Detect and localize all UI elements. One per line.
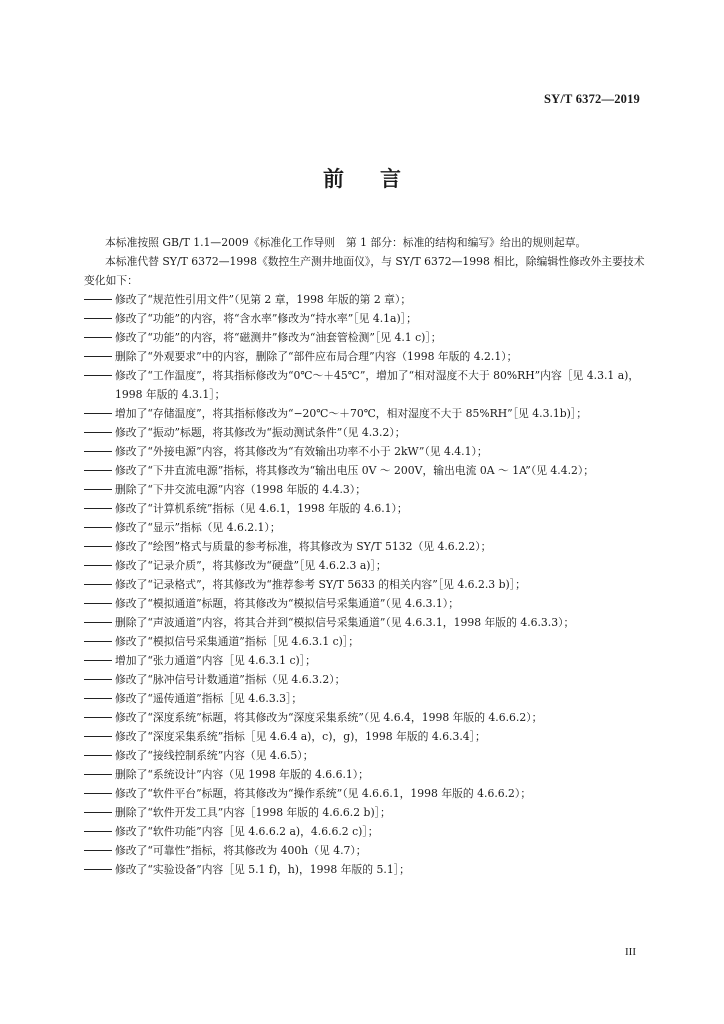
change-text: 修改了“模拟信号采集通道”指标［见 4.6.3.1 c)］； — [115, 635, 360, 648]
change-text: 修改了“功能”的内容，将“含水率”修改为“持水率”［见 4.1a)］； — [115, 312, 417, 325]
title-char-2: 言 — [380, 167, 401, 191]
dash-marker — [84, 347, 115, 366]
dash-marker — [84, 404, 115, 423]
dash-marker — [84, 309, 115, 328]
change-item — [84, 860, 652, 879]
dash-marker — [84, 727, 115, 746]
dash-marker — [84, 594, 115, 613]
dash-marker — [84, 670, 115, 689]
change-text: 修改了“计算机系统”指标（见 4.6.1，1998 年版的 4.6.1）； — [115, 502, 408, 515]
change-item — [84, 670, 652, 689]
dash-marker — [84, 499, 115, 518]
dash-marker — [84, 518, 115, 537]
dash-marker — [84, 442, 115, 461]
change-text: 修改了“遥传通道”指标［见 4.6.3.3］； — [115, 692, 303, 705]
change-item — [84, 803, 652, 822]
change-text: 修改了“实验设备”内容［见 5.1 f)，h)，1998 年版的 5.1］； — [115, 863, 410, 876]
change-text: 增加了“张力通道”内容［见 4.6.3.1 c)］； — [115, 654, 316, 667]
change-item — [84, 632, 652, 651]
dash-marker — [84, 841, 115, 860]
dash-marker — [84, 746, 115, 765]
change-text: 修改了“功能”的内容，将“磁测井”修改为“油套管检测”［见 4.1 c)］； — [115, 331, 442, 344]
change-text: 修改了“显示”指标（见 4.6.2.1）； — [115, 521, 281, 534]
change-item — [84, 423, 652, 442]
change-text: 删除了“软件开发工具”内容［1998 年版的 4.6.6.2 b)］； — [115, 806, 391, 819]
change-text: 删除了“外观要求”中的内容，删除了“部件应布局合理”内容（1998 年版的 4.2.1）； — [115, 350, 518, 363]
standard-code: SY/T 6372—2019 — [544, 92, 640, 106]
change-item — [84, 708, 652, 727]
change-text: 修改了“脉冲信号计数通道”指标（见 4.6.3.2）； — [115, 673, 346, 686]
page-number: III — [625, 946, 636, 958]
dash-marker — [84, 651, 115, 670]
change-text: 修改了“深度采集系统”指标［见 4.6.4 a)，c)，g)，1998 年版的 4.6.3.4］； — [115, 730, 486, 743]
change-text: 修改了“软件功能”内容［见 4.6.6.2 a)，4.6.6.2 c)］； — [115, 825, 379, 838]
dash-marker — [84, 575, 115, 594]
dash-marker — [84, 613, 115, 632]
dash-marker — [84, 537, 115, 556]
change-item — [84, 328, 652, 347]
change-item — [84, 404, 652, 423]
title-char-1: 前 — [323, 167, 344, 191]
change-item — [84, 309, 652, 328]
drafting-rule-paragraph: 本标准按照 GB/T 1.1—2009《标准化工作导则 第 1 部分：标准的结构和编写》给出的规则起草。 — [105, 236, 587, 249]
change-item — [84, 651, 652, 670]
dash-marker — [84, 632, 115, 651]
change-text: 修改了“下井直流电源”指标，将其修改为“输出电压 0V ～ 200V，输出电流 0A ～ 1A”（见 4.4.2）； — [115, 464, 595, 477]
foreword-body — [84, 233, 652, 879]
dash-marker — [84, 765, 115, 784]
dash-marker — [84, 423, 115, 442]
change-item — [84, 746, 652, 765]
change-item — [84, 689, 652, 708]
change-item — [84, 347, 652, 366]
change-item — [84, 556, 652, 575]
change-item — [84, 518, 652, 537]
change-item — [84, 613, 652, 632]
change-item — [84, 784, 652, 803]
change-text: 修改了“外接电源”内容，将其修改为“有效输出功率不小于 2kW”（见 4.4.1）； — [115, 445, 488, 458]
dash-marker — [84, 461, 115, 480]
dash-marker — [84, 290, 115, 309]
dash-marker — [84, 803, 115, 822]
change-text: 修改了“绘图”格式与质量的参考标准，将其修改为 SY/T 5132（见 4.6.2.2）； — [115, 540, 492, 553]
dash-marker — [84, 708, 115, 727]
change-text: 修改了“可靠性”指标，将其修改为 400h（见 4.7）； — [115, 844, 367, 857]
dash-marker — [84, 784, 115, 803]
change-item — [84, 537, 652, 556]
change-item — [84, 480, 652, 499]
change-item — [84, 366, 652, 404]
change-text: 修改了“深度系统”标题，将其修改为“深度采集系统”（见 4.6.4，1998 年版的 4.6.6.2）； — [115, 711, 543, 724]
change-item — [84, 461, 652, 480]
change-item — [84, 575, 652, 594]
change-text: 修改了“工作温度”，将其指标修改为“0℃～＋45℃”，增加了“相对湿度不大于 80%RH”内容［见 4.3.1 a)，1998 年版的 4.3.1］； — [115, 369, 640, 401]
dash-marker — [84, 860, 115, 879]
change-text: 修改了“振动”标题，将其修改为“振动测试条件”（见 4.3.2）； — [115, 426, 406, 439]
change-item — [84, 841, 652, 860]
dash-marker — [84, 366, 115, 385]
change-text: 修改了“记录介质”，将其修改为“硬盘”［见 4.6.2.3 a)］； — [115, 559, 387, 572]
change-text: 增加了“存储温度”，将其指标修改为“−20℃～＋70℃，相对湿度不大于 85%RH”［见 4.3.1b)］； — [115, 407, 588, 420]
replacement-paragraph: 本标准代替 SY/T 6372—1998《数控生产测井地面仪》，与 SY/T 6372—1998 相比，除编辑性修改外主要技术变化如下： — [84, 255, 645, 287]
dash-marker — [84, 822, 115, 841]
page-title — [0, 163, 724, 193]
change-text: 修改了“记录格式”，将其修改为“推荐参考 SY/T 5633 的相关内容”［见 4.6.2.3 b)］； — [115, 578, 526, 591]
change-item — [84, 290, 652, 309]
change-list — [84, 290, 652, 879]
dash-marker — [84, 556, 115, 575]
change-item — [84, 765, 652, 784]
dash-marker — [84, 328, 115, 347]
change-item — [84, 727, 652, 746]
change-text: 修改了“模拟通道”标题，将其修改为“模拟信号采集通道”（见 4.6.3.1）； — [115, 597, 459, 610]
dash-marker — [84, 689, 115, 708]
change-text: 修改了“软件平台”标题，将其修改为“操作系统”（见 4.6.6.1，1998 年版的 4.6.6.2）； — [115, 787, 532, 800]
dash-marker — [84, 480, 115, 499]
change-text: 修改了“接线控制系统”内容（见 4.6.5）； — [115, 749, 314, 762]
change-item — [84, 822, 652, 841]
change-text: 删除了“声波通道”内容，将其合并到“模拟信号采集通道”（见 4.6.3.1，1998 年版的 4.6.3.3）； — [115, 616, 575, 629]
change-item — [84, 442, 652, 461]
change-text: 修改了“规范性引用文件”（见第 2 章，1998 年版的第 2 章）； — [115, 293, 412, 306]
change-item — [84, 594, 652, 613]
change-text: 删除了“系统设计”内容（见 1998 年版的 4.6.6.1）； — [115, 768, 369, 781]
change-text: 删除了“下井交流电源”内容（1998 年版的 4.4.3）； — [115, 483, 366, 496]
change-item — [84, 499, 652, 518]
